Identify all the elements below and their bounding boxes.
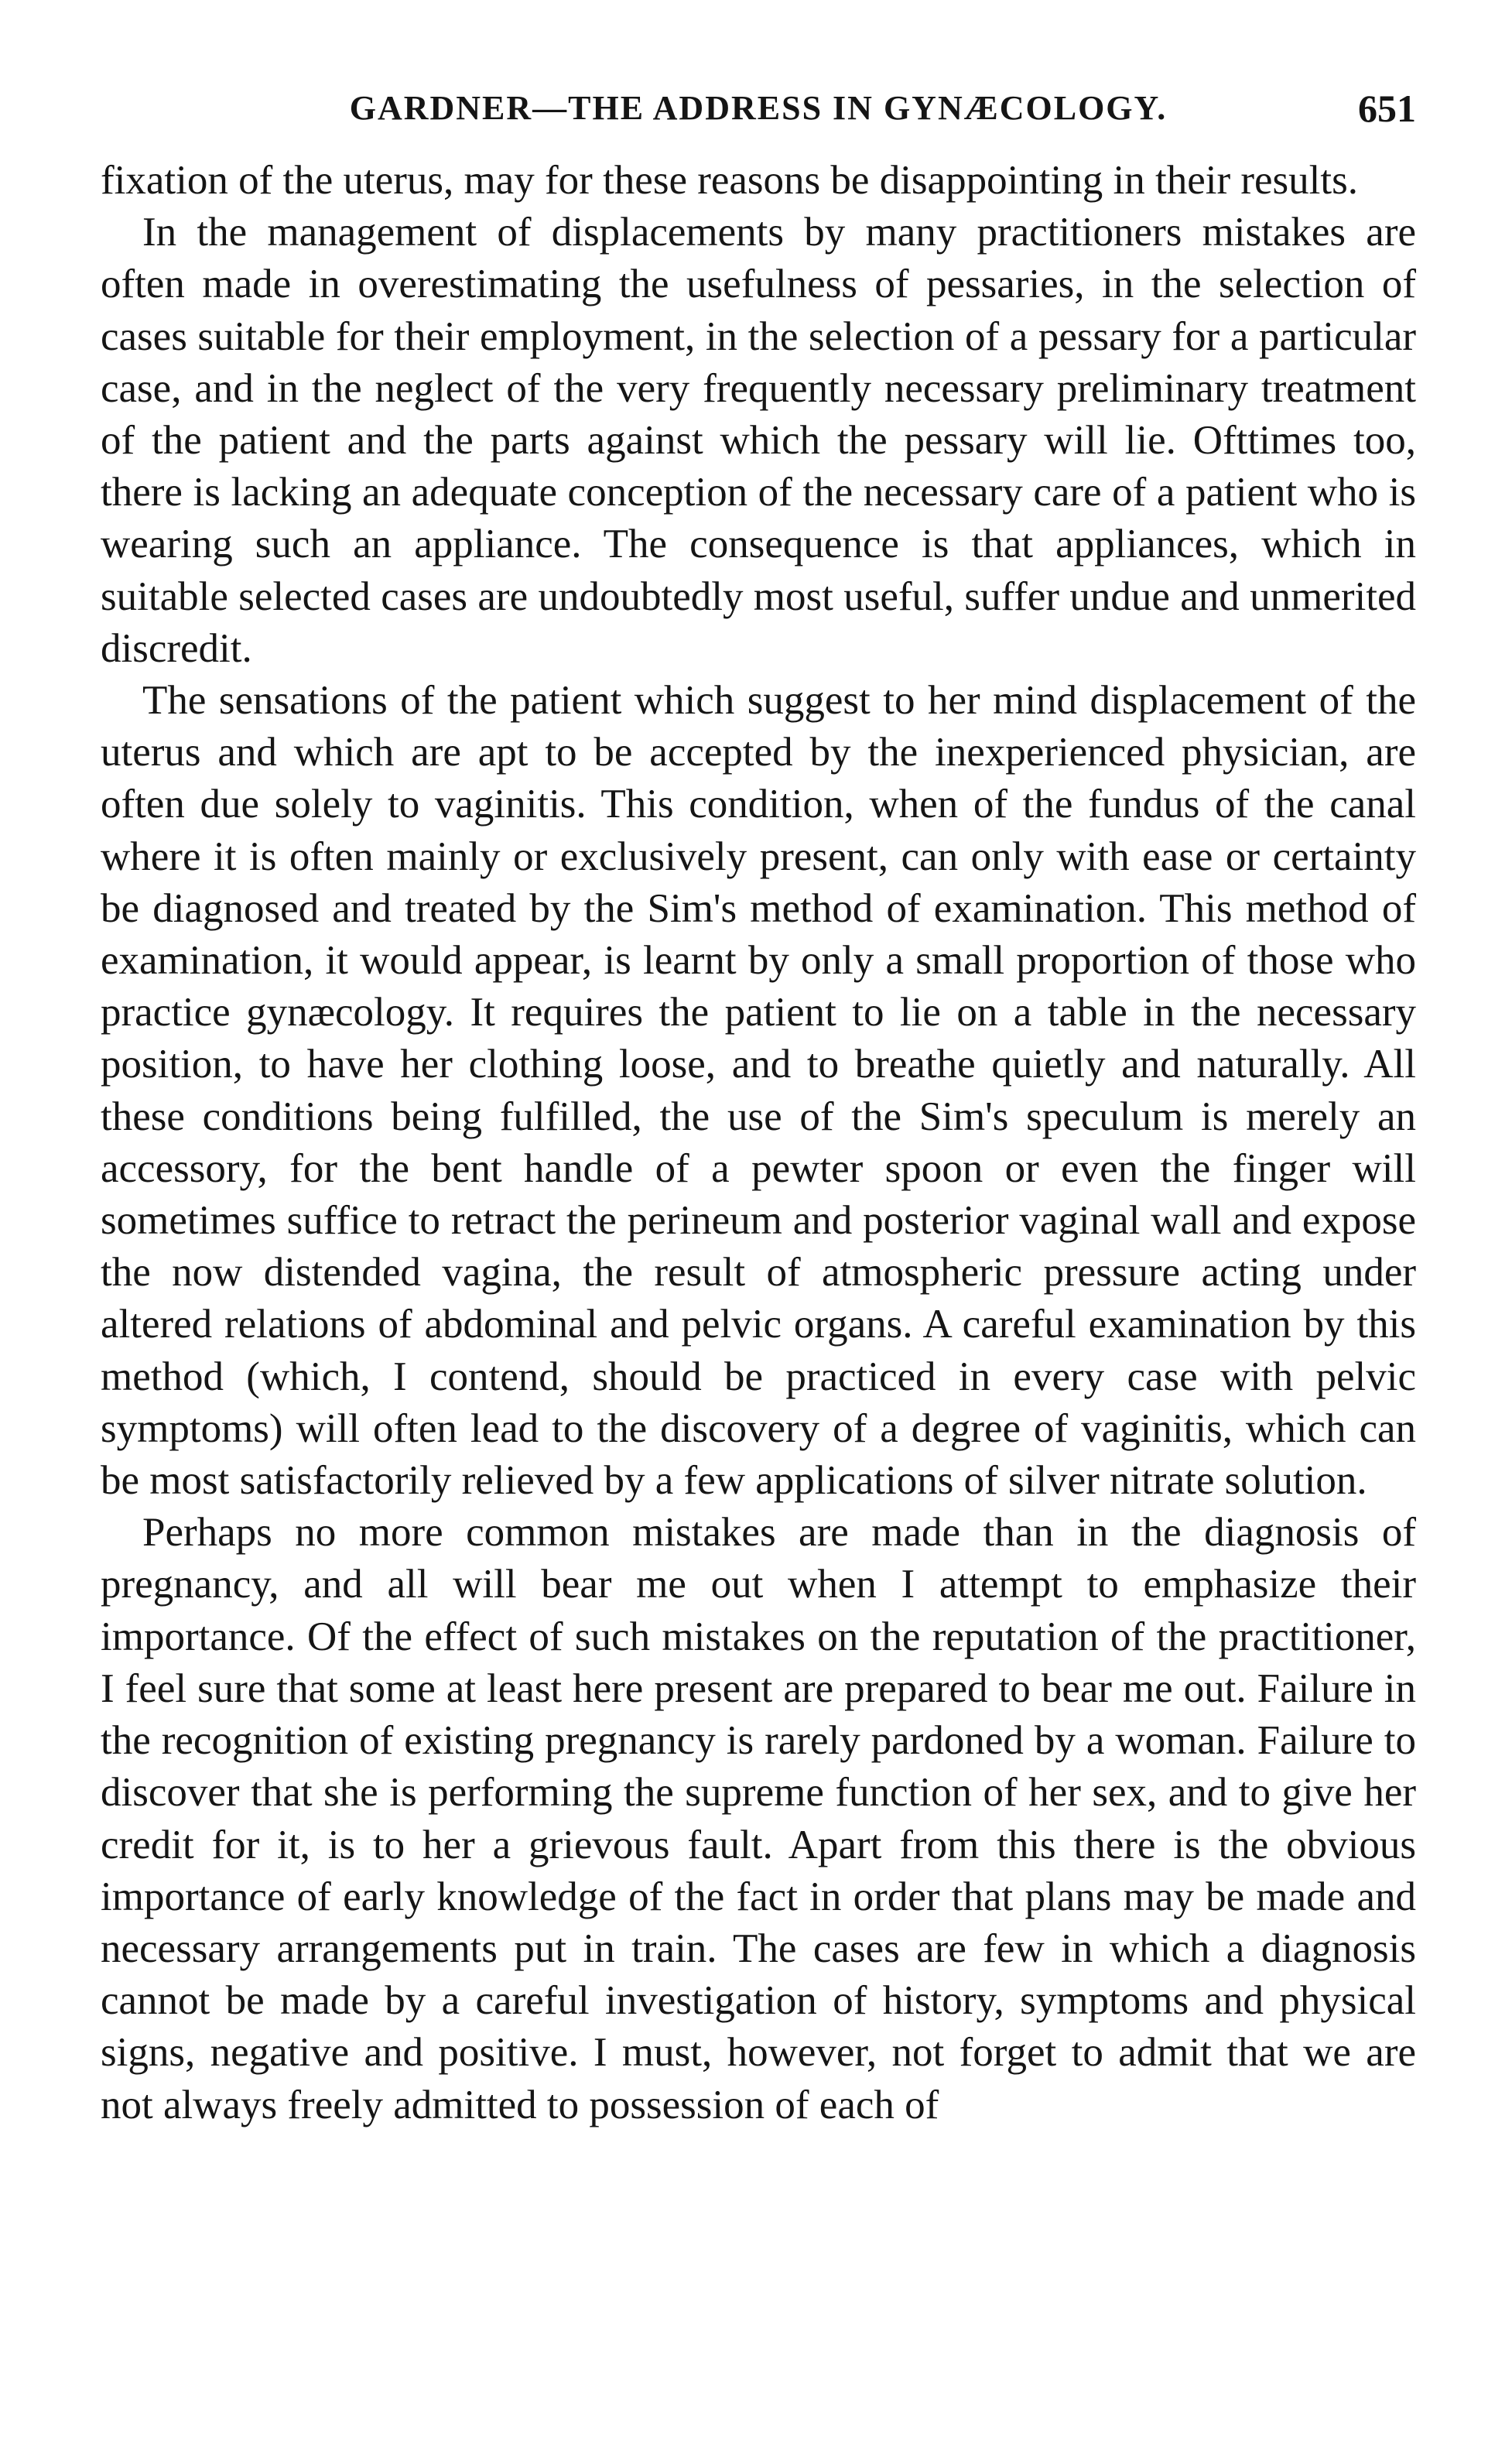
paragraph-continuation: fixation of the uterus, may for these reasons be disappointing in their results. [101,158,1358,203]
paragraph-vaginitis: The sensations of the patient which suggest to her mind displacement of the uterus and which are apt to be accepted by the inexperienced physician, are often due solely to vaginitis. This condition, when of the fundus of the canal where it is often mainly or exclusively present, can only with ease or certainty be diagnosed and treated by the Sim's method of examination. This method of examination, it would appear, is learnt by only a small proportion of those who practice gynæcology. It requires the patient to lie on a table in the necessary position, to have her clothing loose, and to breathe quietly and naturally. All these conditions being fulfilled, the use of the Sim's speculum is merely an accessory, for the bent handle of a pewter spoon or even the finger will sometimes suffice to retract the perineum and posterior vaginal wall and expose the now distended vagina, the result of atmospheric pressure acting under altered relations of abdominal and pelvic organs. A careful examination by this method (which, I contend, should be practiced in every case with pelvic symptoms) will often lead to the discovery of a degree of vaginitis, which can be most satisfactorily relieved by a few applications of silver nitrate solution. [101,678,1416,1504]
paragraph-pregnancy: Perhaps no more common mistakes are made than in the diagnosis of pregnancy, and all will bear me out when I attempt to emphasize their importance. Of the effect of such mistakes on the reputation of the practitioner, I feel sure that some at least here present are prepared to bear me out. Failure in the recognition of existing pregnancy is rarely pardoned by a woman. Failure to discover that she is performing the supreme function of her sex, and to give her credit for it, is to her a grievous fault. Apart from this there is the obvious importance of early knowledge of the fact in order that plans may be made and necessary arrangements put in train. The cases are few in which a diagnosis cannot be made by a careful investigation of history, symptoms and physical signs, negative and positive. I must, however, not forget to admit that we are not always freely admitted to possession of each of [101,1510,1416,2127]
running-title: GARDNER—THE ADDRESS IN GYNÆCOLOGY. [349,89,1168,127]
page-number: 651 [1358,87,1416,130]
paragraph-pessaries: In the management of displacements by many practitioners mistakes are often made in overestimating the usefulness of pessaries, in the selection of cases suitable for their employment, in the selection of a pessary for a particular case, and in the neglect of the very frequently necessary preliminary treatment of the patient and the parts against which the pessary will lie. Ofttimes too, there is lacking an adequate conception of the necessary care of a patient who is wearing such an appliance. The consequence is that appliances, which in suitable selected cases are undoubtedly most useful, suffer undue and unmerited discredit. [101,210,1416,671]
running-head [101,77,1416,139]
body-text [101,155,1416,2131]
